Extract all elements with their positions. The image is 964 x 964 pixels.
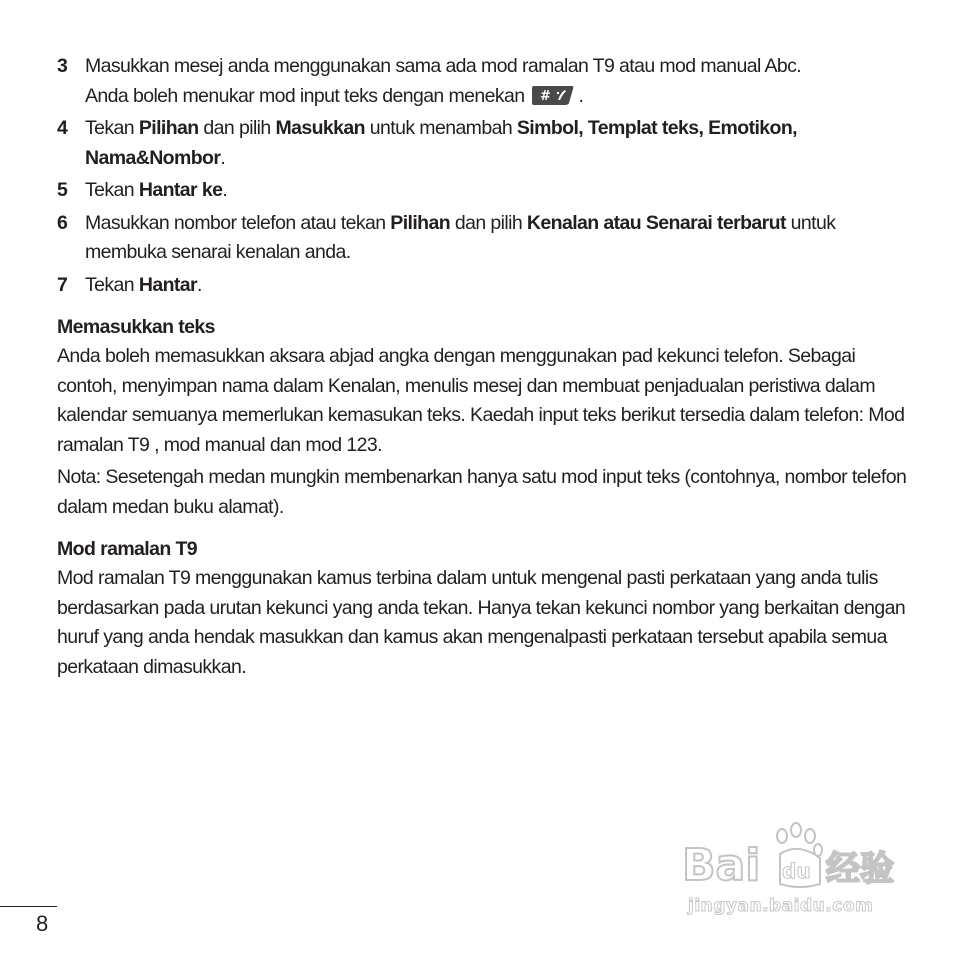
- step-3: [57, 52, 907, 111]
- step-5: [57, 176, 907, 206]
- step-7: [57, 271, 907, 301]
- step-text: untuk menambah: [364, 117, 517, 139]
- step-text: Tekan: [85, 179, 139, 201]
- step-text: .: [220, 146, 226, 169]
- menu-term: Hantar: [138, 273, 198, 296]
- svg-text:Bai: Bai: [682, 840, 761, 891]
- step-number: 3: [57, 55, 68, 77]
- step-text: Tekan: [85, 273, 139, 296]
- step-number: 5: [57, 179, 68, 201]
- baidu-jingyan-logo: [680, 818, 910, 898]
- page-number: 8: [36, 911, 49, 936]
- svg-text:经验: 经验: [826, 849, 894, 889]
- step-text: Masukkan nombor telefon atau tekan: [85, 211, 391, 234]
- step-number: 7: [57, 273, 68, 296]
- menu-term: Pilihan: [390, 211, 451, 234]
- step-6: [57, 209, 907, 268]
- menu-term: Simbol, Templat teks, Emotikon, Nama&Nombor: [85, 117, 797, 169]
- step-text: Anda boleh menukar mod input teks dengan menekan: [85, 84, 525, 107]
- step-number: 6: [57, 211, 68, 234]
- menu-term: Masukkan: [275, 117, 365, 139]
- section-heading-memasukkan-teks: Memasukkan teks: [57, 316, 215, 338]
- svg-text:du: du: [782, 859, 811, 883]
- step-text: Tekan: [85, 117, 139, 139]
- section-heading-mod-ramalan-t9: Mod ramalan T9: [57, 538, 198, 560]
- section-body: Mod ramalan T9 menggunakan kamus terbina dalam untuk mengenal pasti perkataan yang anda tulis berdasarkan pada urutan kekunci yang anda tekan. Hanya tekan kekunci nombor yang berkaitan dengan huruf yang anda hendak masukkan dan kamus akan mengenalpasti perkataan tersebut apabila semua perkataan dimasukkan.: [57, 567, 906, 678]
- footer-rule: [0, 906, 57, 907]
- baidu-watermark: [680, 818, 910, 928]
- menu-term: Pilihan: [138, 117, 199, 139]
- svg-text:#: #: [539, 88, 550, 104]
- menu-term: Hantar ke: [138, 179, 223, 201]
- step-number: 4: [57, 117, 68, 139]
- note-paragraph: Nota: Sesetengah medan mungkin membenarkan hanya satu mod input teks (contohnya, nombor telefon dalam medan buku alamat).: [57, 466, 907, 518]
- menu-term: Kenalan atau Senarai terbarut: [526, 211, 786, 234]
- step-text: .: [222, 179, 228, 201]
- section-body: Anda boleh memasukkan aksara abjad angka dengan menggunakan pad kekunci telefon. Sebagai contoh, menyimpan nama dalam Kenalan, menulis mesej dan membuat penjadualan peristiwa dalam kalendar semuanya memerlukan kemasukan teks. Kaedah input teks berikut tersedia dalam telefon: Mod ramalan T9 , mod manual dan mod 123.: [57, 345, 905, 456]
- step-text: dan pilih: [450, 211, 527, 234]
- step-text: .: [578, 84, 584, 107]
- watermark-url: jingyan.baidu.com: [688, 896, 874, 916]
- step-4: [57, 114, 907, 173]
- step-text: dan pilih: [198, 117, 276, 139]
- manual-page: [57, 52, 907, 682]
- step-text: untuk membuka senarai kenalan anda.: [85, 211, 836, 263]
- step-text: .: [197, 273, 202, 296]
- hash-key-icon: [531, 84, 575, 106]
- step-text: Masukkan mesej anda menggunakan sama ada mod ramalan T9 atau mod manual Abc.: [85, 55, 802, 77]
